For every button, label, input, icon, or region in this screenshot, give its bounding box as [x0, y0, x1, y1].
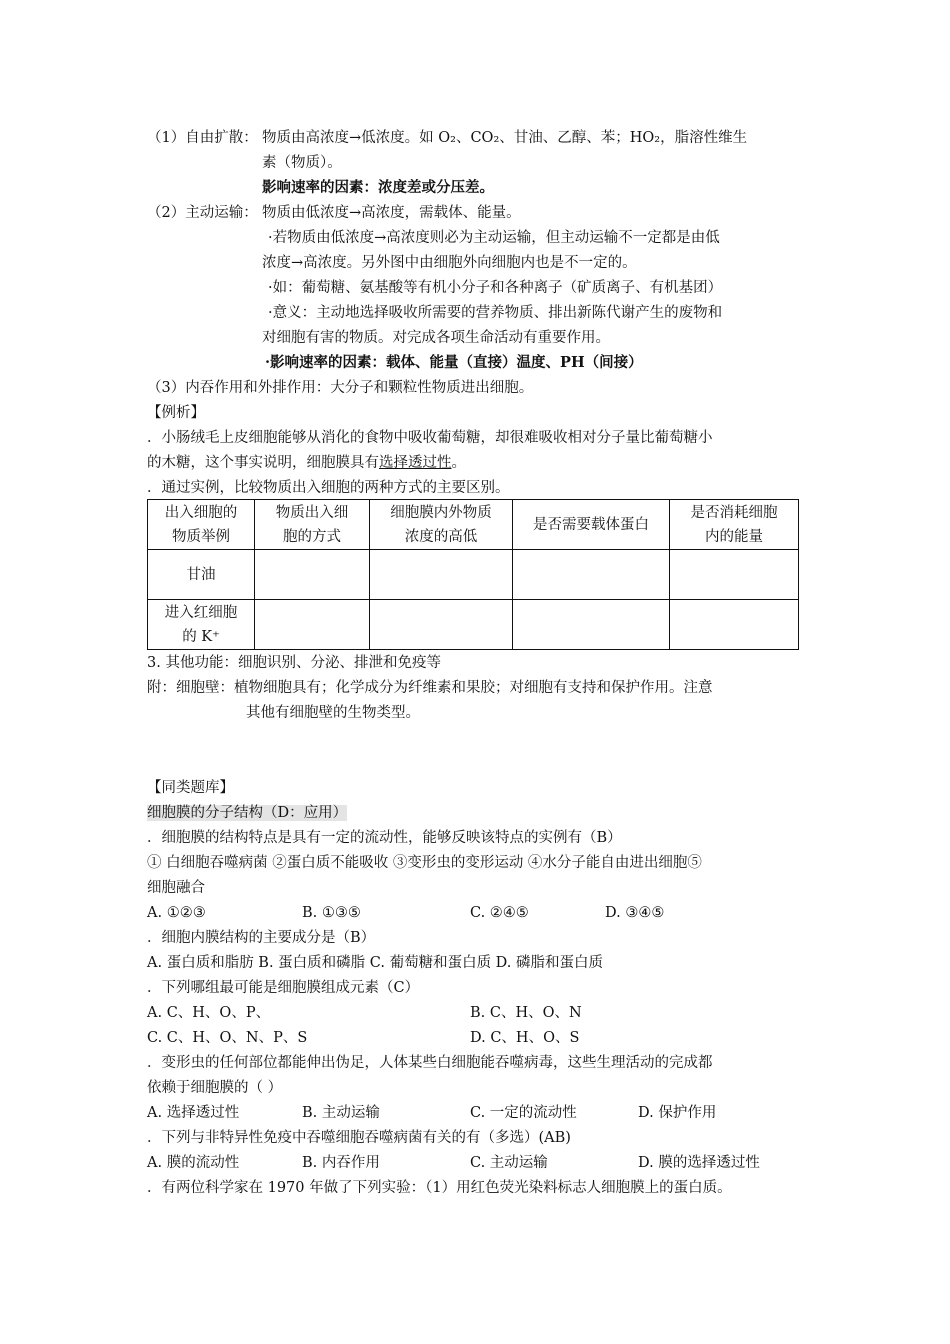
example1-line1: ．小肠绒毛上皮细胞能够从消化的食物中吸收葡萄糖，却很难吸收相对分子量比葡萄糖小 [147, 430, 713, 446]
item2-bullet3b: 对细胞有害的物质。对完成各项生命活动有重要作用。 [262, 330, 610, 346]
q4-option-c: C. 一定的流动性 [470, 1105, 577, 1121]
header-cell: 出入细胞的 物质举例 [148, 500, 255, 550]
table-cell: 进入红细胞 的 K⁺ [148, 600, 255, 650]
question-5: ．下列与非特异性免疫中吞噬细胞吞噬病菌有关的有（多选）(AB) [147, 1130, 571, 1146]
q5-option-d: D. 膜的选择透过性 [638, 1155, 760, 1171]
table-cell [670, 550, 799, 600]
q5-option-b: B. 内吞作用 [302, 1155, 380, 1171]
table-cell: 甘油 [148, 550, 255, 600]
item1-text: 物质由高浓度→低浓度。如 O₂、CO₂、甘油、乙醇、苯；HO₂，脂溶性维生 [262, 130, 748, 146]
table-cell [255, 600, 370, 650]
header-cell: 物质出入细 胞的方式 [255, 500, 370, 550]
item2-text: 物质由低浓度→高浓度，需载体、能量。 [262, 205, 521, 221]
example1-line2 [147, 453, 466, 473]
question-2: ．细胞内膜结构的主要成分是（B） [147, 930, 376, 946]
item1-head: （1）自由扩散： [147, 130, 258, 146]
question-1: ．细胞膜的结构特点是具有一定的流动性，能够反映该特点的实例有（B） [147, 830, 622, 846]
example1-prefix: 的木糖，这个事实说明，细胞膜具有 [147, 455, 379, 471]
item2-factor: ·影响速率的因素：载体、能量（直接）温度、PH（间接） [265, 354, 643, 371]
table-cell [370, 600, 513, 650]
item2-bullet1b: 浓度→高浓度。另外图中由细胞外向细胞内也是不一定的。 [262, 255, 637, 271]
question-4-line1: ．变形虫的任何部位都能伸出伪足，人体某些白细胞能吞噬病毒，这些生理活动的完成都 [147, 1055, 713, 1071]
q1-option-d: D. ③④⑤ [605, 905, 665, 921]
bank-topic: 细胞膜的分子结构（D：应用） [147, 805, 348, 821]
q4-option-b: B. 主动运输 [302, 1105, 380, 1121]
question-1-items-line1: ① 白细胞吞噬病菌 ②蛋白质不能吸收 ③变形虫的变形运动 ④水分子能自由进出细胞⑤ [147, 855, 702, 871]
q1-option-b: B. ①③⑤ [302, 905, 361, 921]
table-row [148, 600, 799, 650]
q4-option-d: D. 保护作用 [638, 1105, 717, 1121]
q3-option-a: A. C、H、O、P、 [147, 1005, 271, 1021]
comparison-table [147, 499, 799, 650]
example1-suffix: 。 [451, 455, 466, 471]
q5-option-c: C. 主动运输 [470, 1155, 548, 1171]
header-cell: 是否需要载体蛋白 [513, 500, 670, 550]
example-heading: 【例析】 [147, 405, 205, 421]
q5-option-a: A. 膜的流动性 [147, 1155, 240, 1171]
cell-wall-note-line1: 附：细胞壁：植物细胞具有；化学成分为纤维素和果胶；对细胞有支持和保护作用。注意 [147, 680, 713, 696]
q1-option-c: C. ②④⑤ [470, 905, 529, 921]
table-header-row [148, 500, 799, 550]
question-4-line2: 依赖于细胞膜的（ ） [147, 1080, 283, 1096]
item2-head: （2）主动运输： [147, 205, 258, 221]
header-cell: 是否消耗细胞 内的能量 [670, 500, 799, 550]
table-cell [513, 550, 670, 600]
cell-wall-note-line2: 其他有细胞壁的生物类型。 [246, 705, 420, 721]
header-cell: 细胞膜内外物质 浓度的高低 [370, 500, 513, 550]
table-cell [670, 600, 799, 650]
q3-option-c: C. C、H、O、N、P、S [147, 1030, 308, 1046]
item2-bullet3a: ·意义：主动地选择吸收所需要的营养物质、排出新陈代谢产生的废物和 [268, 305, 723, 321]
q3-option-b: B. C、H、O、N [470, 1005, 582, 1021]
question-6: ．有两位科学家在 1970 年做了下列实验：（1）用红色荧光染料标志人细胞膜上的蛋白质。 [147, 1180, 732, 1196]
example2-text: ．通过实例，比较物质出入细胞的两种方式的主要区别。 [147, 480, 510, 496]
q4-option-a: A. 选择透过性 [147, 1105, 240, 1121]
q3-option-d: D. C、H、O、S [470, 1030, 580, 1046]
item2-bullet2: ·如：葡萄糖、氨基酸等有机小分子和各种离子（矿质离子、有机基团） [268, 280, 723, 296]
item1-cont: 素（物质）。 [262, 155, 342, 171]
q2-options: A. 蛋白质和脂肪 B. 蛋白质和磷脂 C. 葡萄糖和蛋白质 D. 磷脂和蛋白质 [147, 955, 604, 971]
other-functions: 3. 其他功能：细胞识别、分泌、排泄和免疫等 [147, 655, 441, 671]
item3-text: （3）内吞作用和外排作用：大分子和颗粒性物质进出细胞。 [147, 380, 534, 396]
table-cell [370, 550, 513, 600]
q1-option-a: A. ①②③ [147, 905, 206, 921]
item2-bullet1a: ·若物质由低浓度→高浓度则必为主动运输，但主动运输不一定都是由低 [268, 230, 720, 246]
table-cell [255, 550, 370, 600]
question-3: ．下列哪组最可能是细胞膜组成元素（C） [147, 980, 420, 996]
item1-factor: 影响速率的因素：浓度差或分压差。 [262, 179, 494, 196]
example1-answer: 选择透过性 [379, 455, 452, 471]
table-cell [513, 600, 670, 650]
question-1-items-line2: 细胞融合 [147, 880, 205, 896]
bank-heading: 【同类题库】 [147, 780, 234, 796]
table-row [148, 550, 799, 600]
